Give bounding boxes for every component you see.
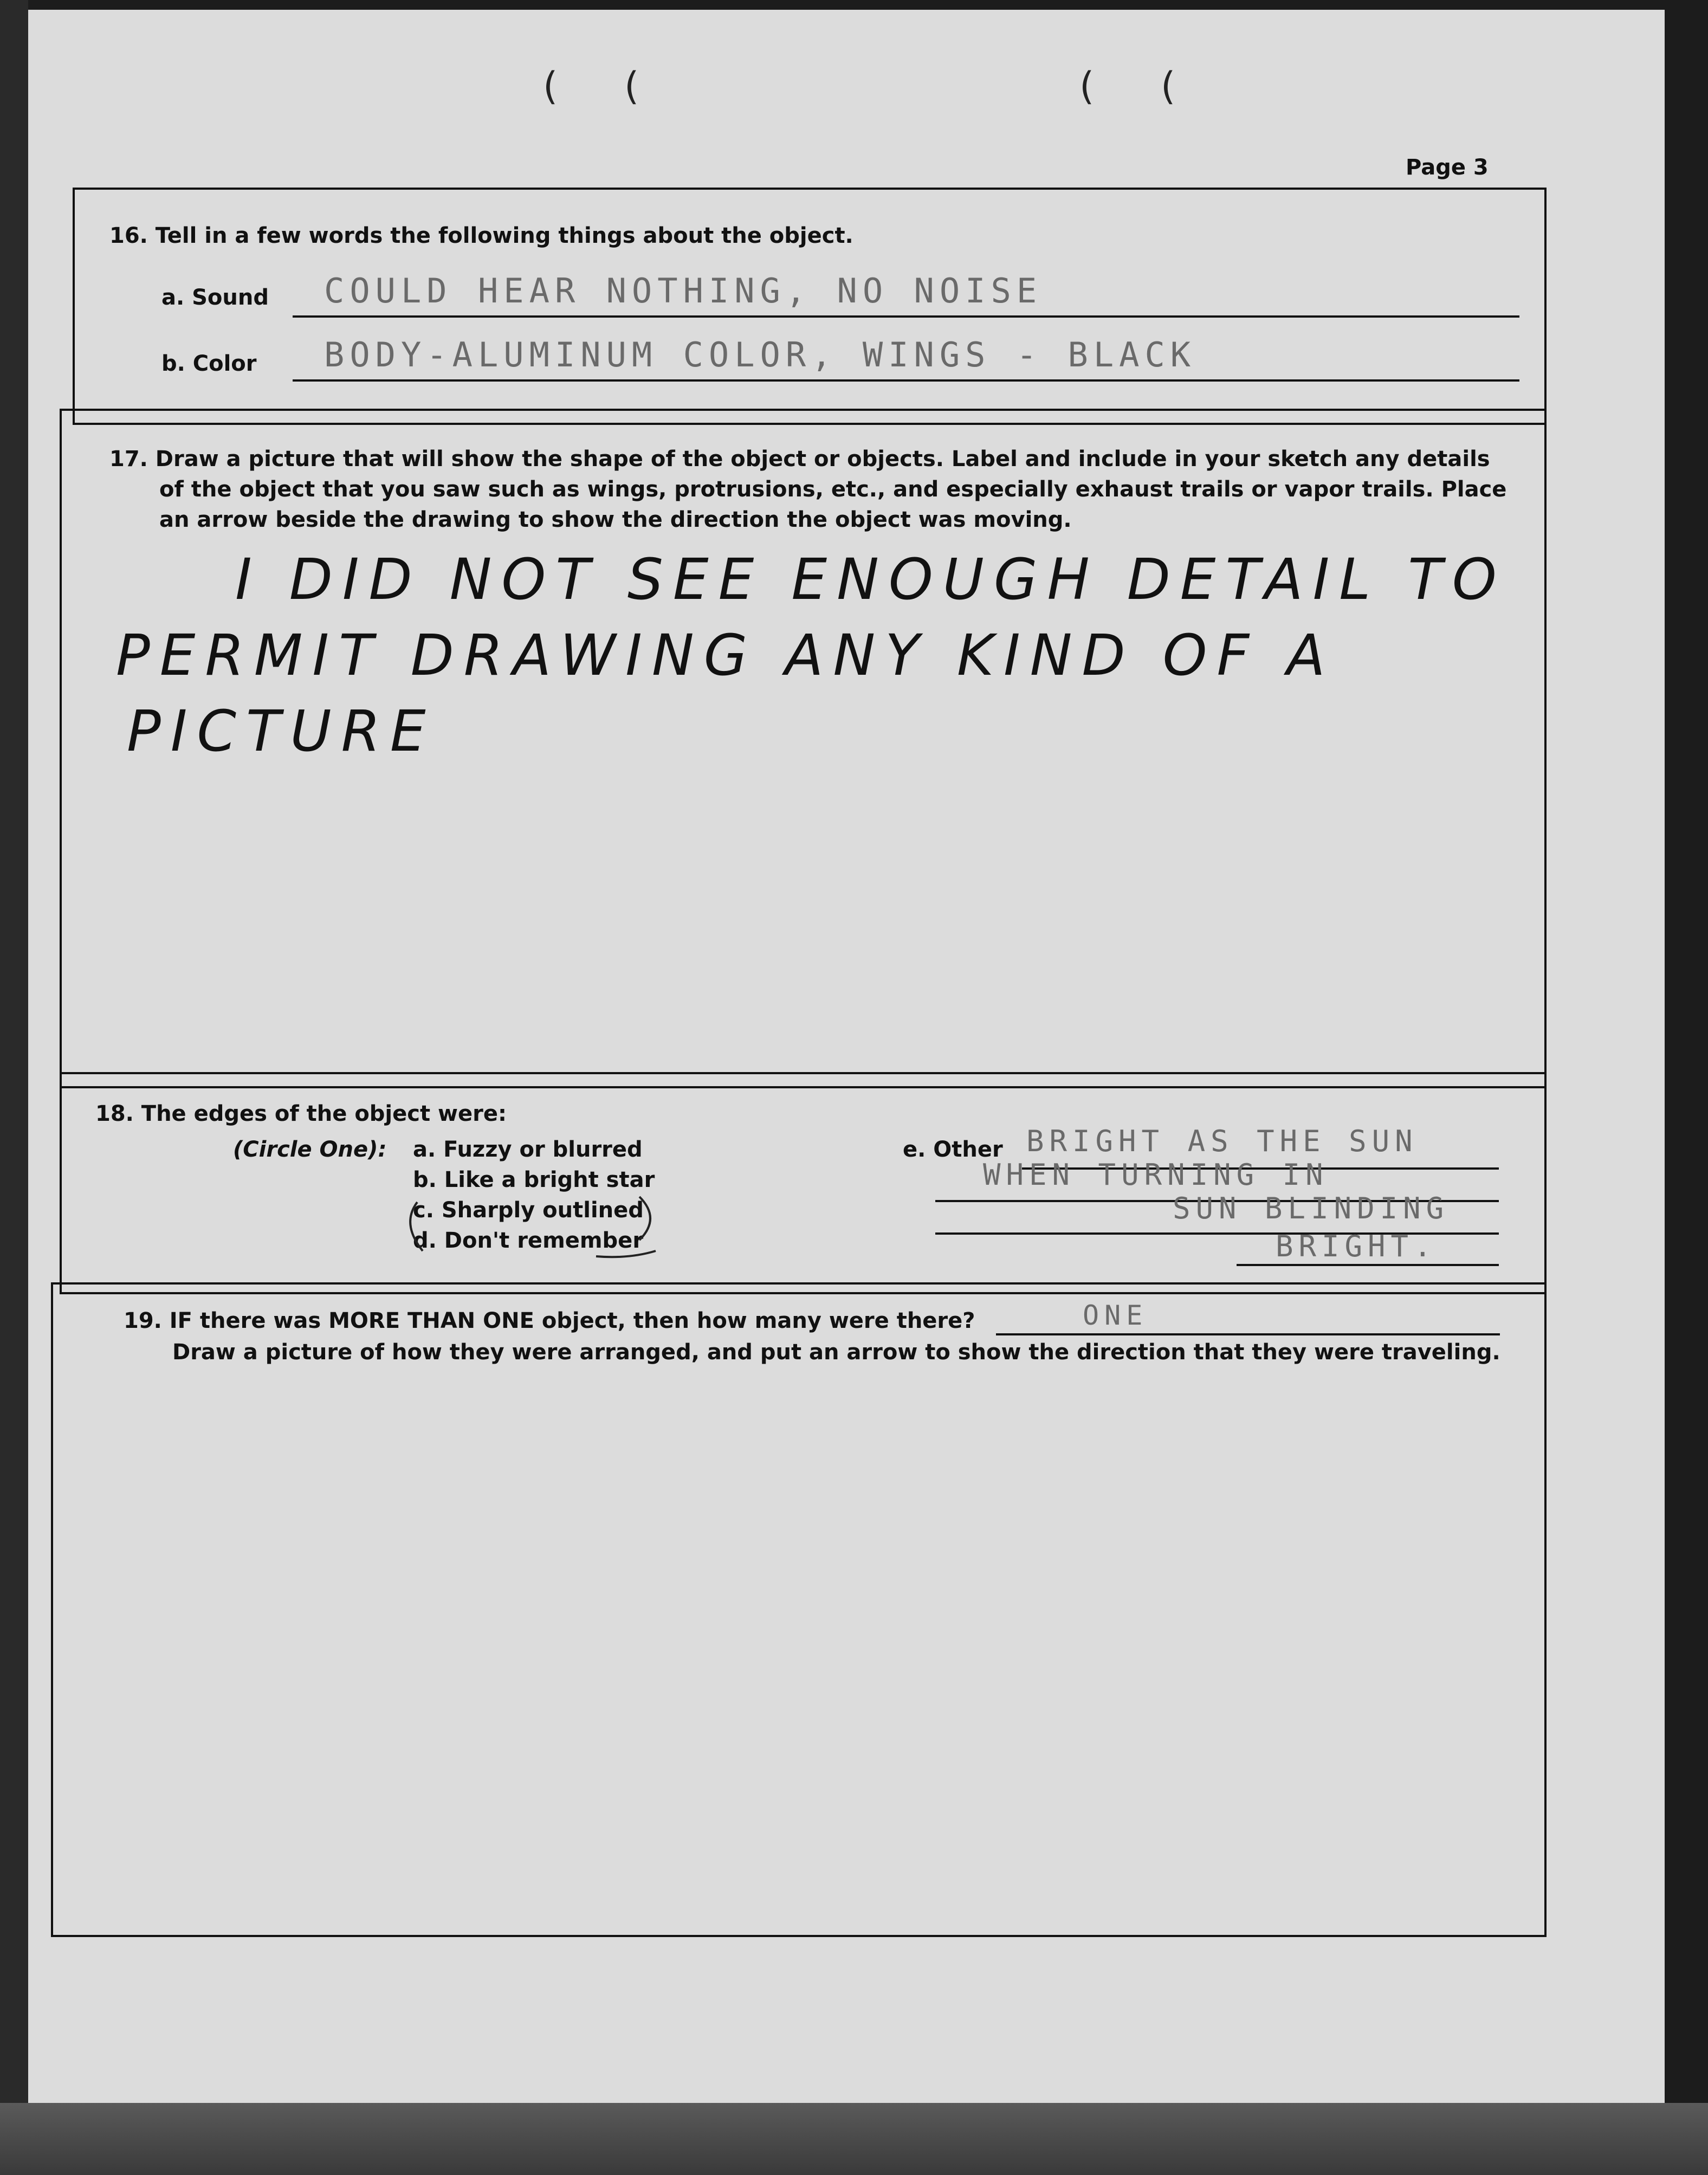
scan-mark: ( (543, 64, 558, 108)
scan-mark: ( (1161, 64, 1176, 108)
edge-option-c[interactable]: c. Sharply outlined (413, 1198, 644, 1223)
section-19 (51, 1282, 1547, 1937)
section-18 (60, 1072, 1547, 1294)
q17-answer-line2: PERMIT DRAWING ANY KIND OF A (116, 622, 1335, 688)
edge-option-d[interactable]: d. Don't remember (413, 1228, 644, 1253)
q19-count-value: ONE (1083, 1300, 1148, 1331)
q17-answer-line1: I DID NOT SEE ENOUGH DETAIL TO (235, 546, 1506, 612)
other-value-1: BRIGHT AS THE SUN (1026, 1124, 1418, 1158)
color-underline (293, 379, 1519, 382)
sound-label: a. Sound (161, 285, 269, 310)
other-value-2: WHEN TURNING IN (983, 1158, 1329, 1192)
q16-prompt: 16. Tell in a few words the following things about the object. (109, 223, 853, 248)
section-17 (60, 409, 1547, 1088)
other-value-4: BRIGHT. (1276, 1229, 1437, 1263)
q19-count-underline (996, 1333, 1500, 1335)
other-line-4 (1237, 1264, 1499, 1266)
q17-line1: 17. Draw a picture that will show the shape of the object or objects. Label and include in your sketch any details (109, 447, 1490, 472)
color-value: BODY-ALUMINUM COLOR, WINGS - BLACK (324, 335, 1196, 375)
color-label: b. Color (161, 351, 257, 376)
scan-mark: ( (624, 64, 639, 108)
sound-value: COULD HEAR NOTHING, NO NOISE (324, 271, 1043, 311)
circle-one-label: (Circle One): (233, 1137, 387, 1162)
q18-prompt: 18. The edges of the object were: (95, 1101, 507, 1126)
scan-mark: ( (1079, 64, 1095, 108)
q17-line3: an arrow beside the drawing to show the direction the object was moving. (159, 507, 1072, 532)
section-16 (73, 188, 1547, 425)
scan-bottom-edge (0, 2103, 1708, 2175)
edge-option-a[interactable]: a. Fuzzy or blurred (413, 1137, 643, 1162)
q19-line2: Draw a picture of how they were arranged, and put an arrow to show the direction that they were traveling. (172, 1340, 1500, 1365)
q19-prompt: 19. IF there was MORE THAN ONE object, then how many were there? (124, 1308, 975, 1333)
form-page (28, 10, 1665, 2113)
page-number: Page 3 (1406, 155, 1489, 180)
sound-underline (293, 315, 1519, 318)
other-label: e. Other (903, 1137, 1003, 1162)
other-value-3: SUN BLINDING (1173, 1191, 1450, 1225)
edge-option-b[interactable]: b. Like a bright star (413, 1167, 655, 1192)
circled-mark (401, 1191, 661, 1262)
q17-answer-line3: PICTURE (127, 698, 436, 764)
scan-left-edge (0, 0, 28, 2175)
q17-line2: of the object that you saw such as wings, protrusions, etc., and especially exhaust trails or vapor trails. Place (159, 477, 1507, 502)
